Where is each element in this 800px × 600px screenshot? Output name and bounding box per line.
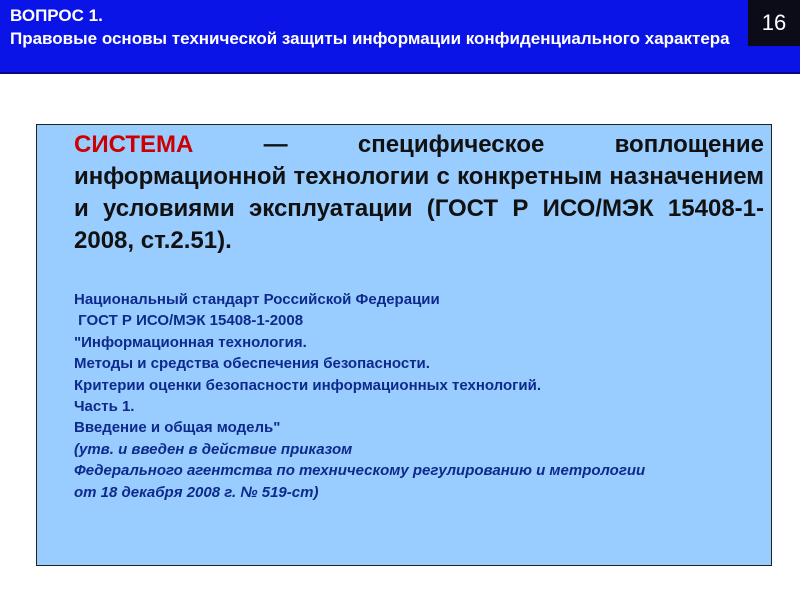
slide-title: Правовые основы технической защиты информации конфиденциального характера	[10, 29, 730, 48]
definition-body: — специфическое воплощение информационной технологии с конкретным назначением и условиями эксплуатации (ГОСТ Р ИСО/МЭК 15408-1-2008, ст.2.51).	[74, 131, 764, 254]
standard-line: Национальный стандарт Российской Федерации	[74, 291, 440, 308]
header-bar	[0, 0, 800, 74]
standard-line: Методы и средства обеспечения безопасности.	[74, 355, 430, 373]
standard-line: "Информационная технология.	[74, 333, 307, 351]
standard-line: ГОСТ Р ИСО/МЭК 15408-1-2008	[74, 312, 304, 330]
definition-text	[74, 129, 764, 257]
standard-line: Введение и общая модель"	[74, 419, 281, 437]
content-box	[36, 124, 772, 566]
standard-approval-line: (утв. и введен в действие приказом	[74, 440, 353, 458]
standard-line: Часть 1.	[74, 398, 135, 416]
definition-term: СИСТЕМА	[74, 131, 194, 158]
slide-number: 16	[748, 0, 800, 46]
question-label: ВОПРОС 1.	[10, 6, 103, 25]
standard-approval-line: от 18 декабря 2008 г. № 519-ст)	[74, 483, 319, 501]
standard-line: Критерии оценки безопасности информационных технологий.	[74, 376, 542, 394]
standard-info	[74, 289, 764, 503]
standard-approval-line: Федерального агентства по техническому регулированию и метрологии	[74, 462, 646, 480]
